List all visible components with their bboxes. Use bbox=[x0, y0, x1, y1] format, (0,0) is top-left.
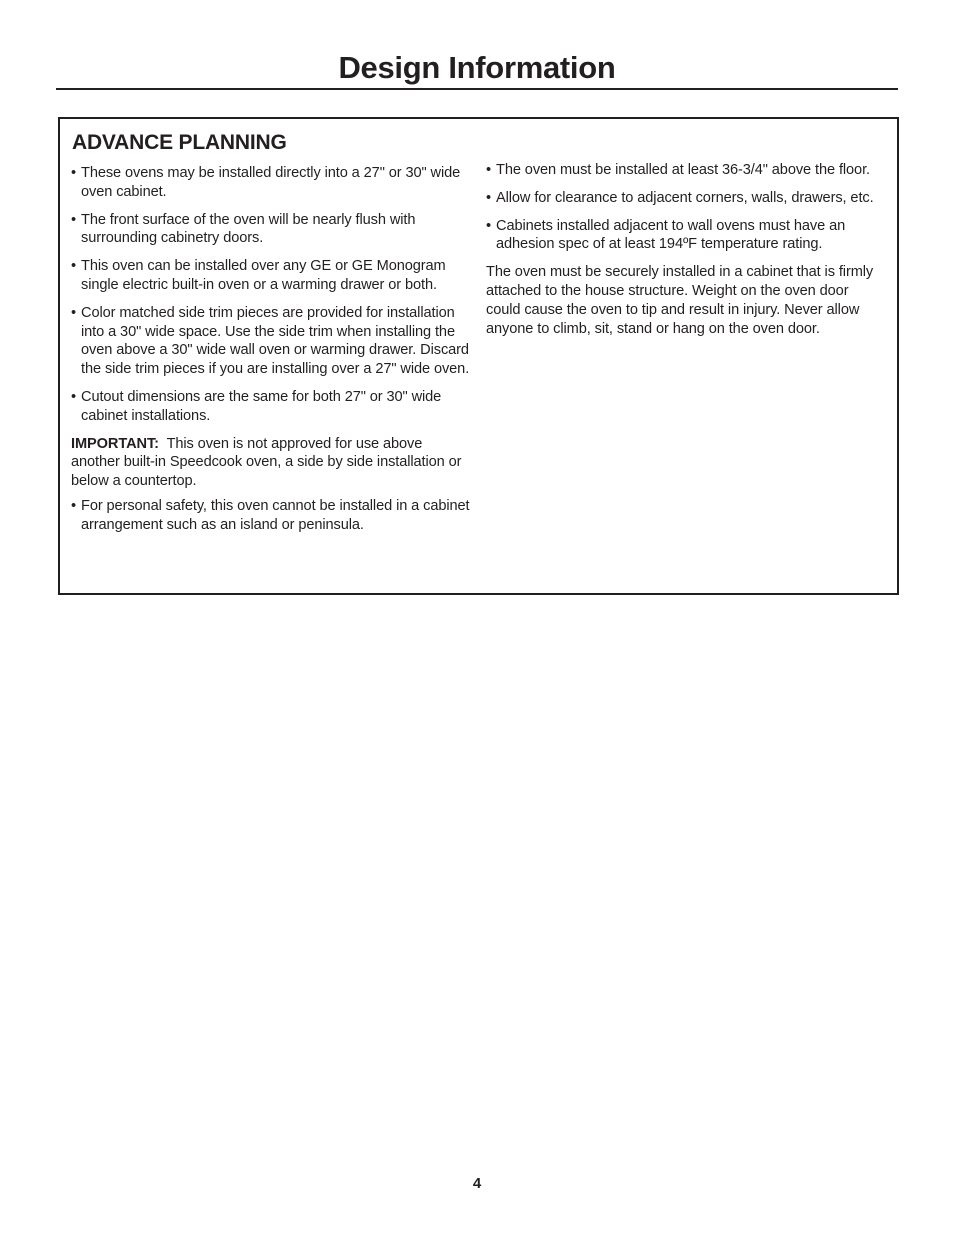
title-divider bbox=[56, 88, 898, 90]
bullet-glyph: • bbox=[71, 165, 77, 181]
bullet-text: Color matched side trim pieces are provided for installation into a 30" wide space. Use the side trim when installing the oven above a 30" wide wall oven or warming drawer. Discard the side trim pieces if you are installing over a 27" wide oven. bbox=[81, 304, 470, 378]
bullet-glyph: • bbox=[71, 497, 77, 514]
advance-planning-box bbox=[58, 117, 899, 595]
bullet-item bbox=[71, 164, 471, 202]
important-text: This oven is not approved for use above another built-in Speedcook oven, a side by side installation or below a countertop. bbox=[71, 435, 462, 490]
page-title: Design Information bbox=[338, 50, 616, 85]
bullet-text: This oven can be installed over any GE or GE Monogram single electric built-in oven or a warming drawer or both. bbox=[81, 258, 446, 293]
bullet-item bbox=[71, 304, 471, 379]
bullet-item bbox=[486, 217, 886, 255]
bullet-glyph: • bbox=[486, 162, 492, 178]
right-column bbox=[486, 161, 886, 344]
bullet-text: For personal safety, this oven cannot be installed in a cabinet arrangement such as an island or peninsula. bbox=[81, 497, 470, 533]
bullet-glyph: • bbox=[71, 211, 77, 228]
bullet-glyph: • bbox=[71, 258, 77, 275]
bullet-text: The oven must be installed at least 36-3/4" above the floor. bbox=[496, 162, 870, 178]
bullet-item bbox=[486, 161, 886, 180]
page-number: 4 bbox=[472, 1175, 482, 1192]
important-label: IMPORTANT: bbox=[71, 435, 159, 452]
bullet-text: Allow for clearance to adjacent corners, walls, drawers, etc. bbox=[496, 189, 874, 206]
bullet-glyph: • bbox=[71, 388, 77, 405]
left-column bbox=[71, 164, 471, 544]
bullet-text: Cabinets installed adjacent to wall ovens must have an adhesion spec of at least 194ºF temperature rating. bbox=[496, 217, 846, 253]
bullet-item bbox=[71, 211, 471, 249]
closing-paragraph: The oven must be securely installed in a cabinet that is firmly attached to the house structure. Weight on the oven door could cause the oven to tip and result in injury. Never allow anyone to climb, sit, stand or hang on the oven door. bbox=[486, 264, 874, 337]
bullet-item bbox=[486, 189, 886, 208]
important-note bbox=[71, 435, 471, 491]
bullet-item bbox=[71, 497, 471, 535]
bullet-item bbox=[71, 388, 471, 426]
bullet-text: The front surface of the oven will be nearly flush with surrounding cabinetry doors. bbox=[81, 211, 416, 247]
bullet-glyph: • bbox=[71, 304, 77, 321]
section-heading: ADVANCE PLANNING bbox=[72, 131, 287, 154]
bullet-glyph: • bbox=[486, 217, 492, 234]
bullet-glyph: • bbox=[486, 189, 492, 206]
bullet-text: These ovens may be installed directly into a 27" or 30" wide oven cabinet. bbox=[81, 165, 461, 200]
bullet-item bbox=[71, 257, 471, 295]
bullet-text: Cutout dimensions are the same for both 27" or 30" wide cabinet installations. bbox=[81, 388, 442, 424]
